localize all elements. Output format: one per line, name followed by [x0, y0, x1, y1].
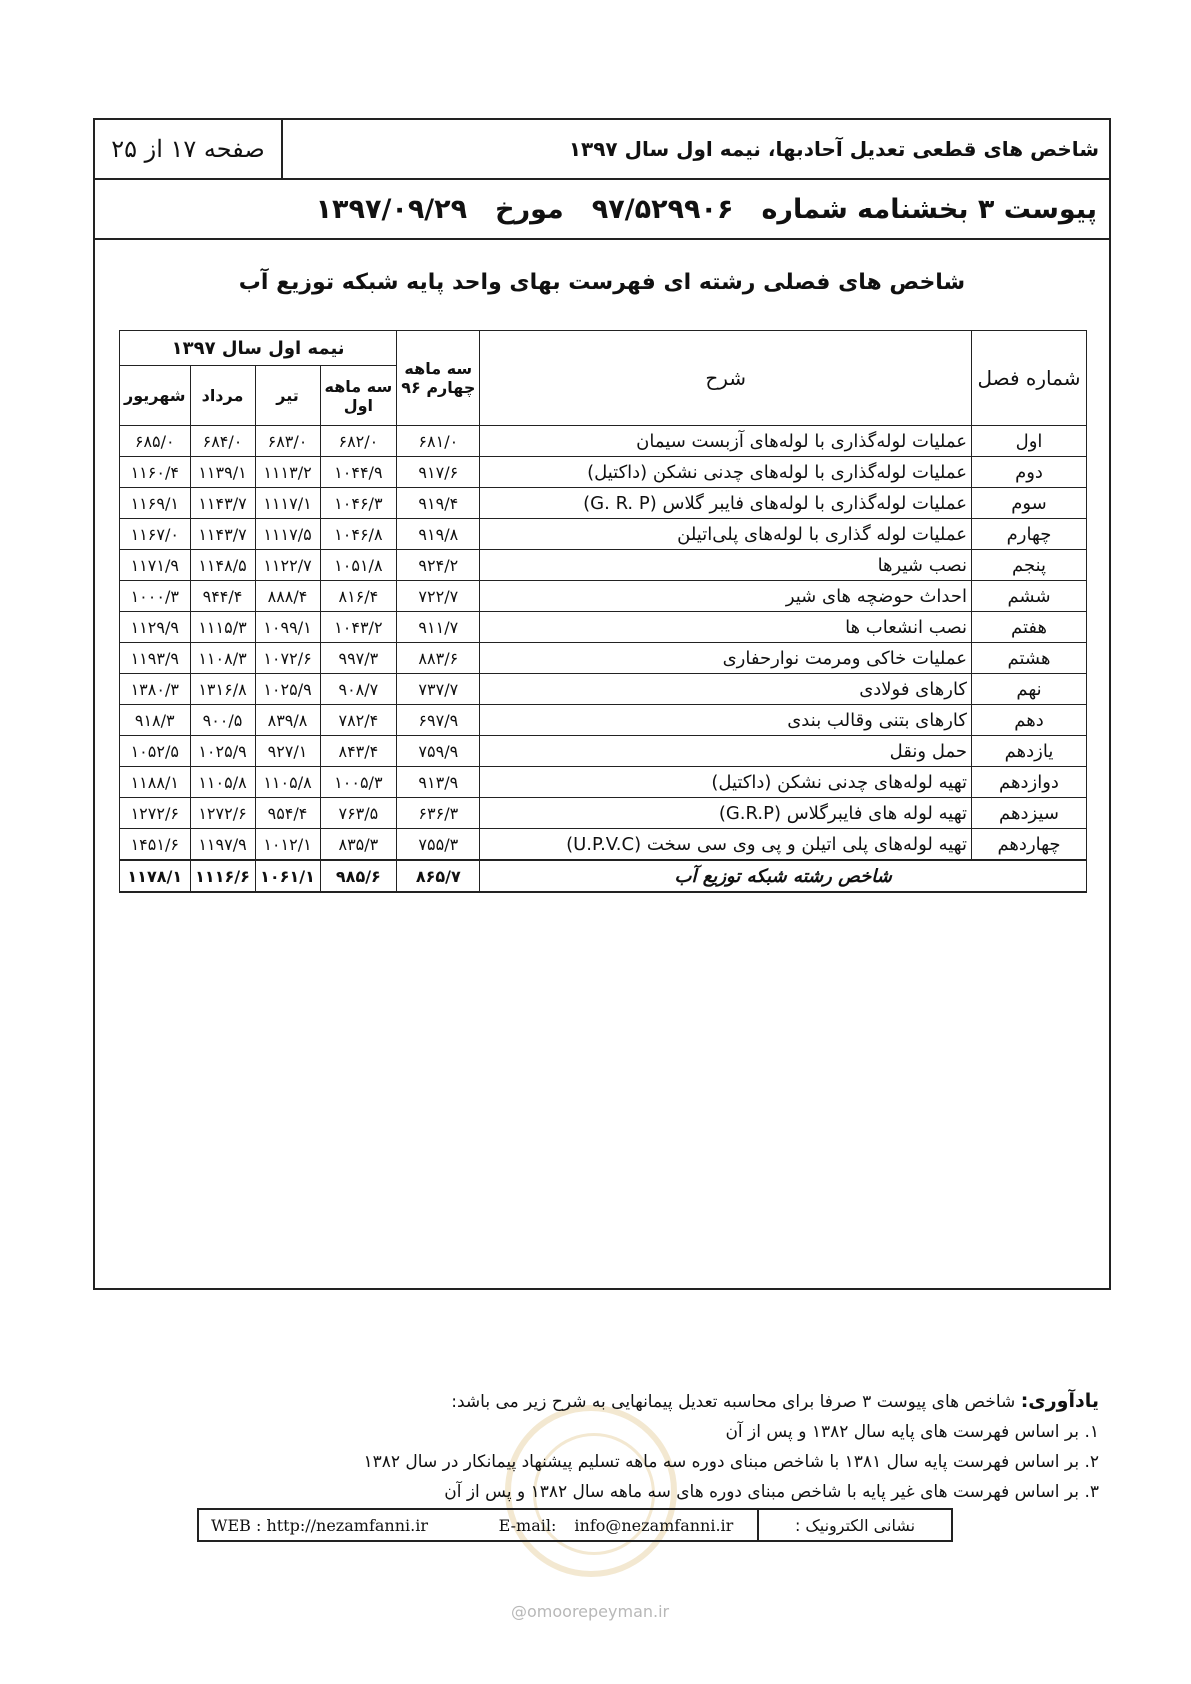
cell-desc: تهیه لوله‌های پلی اتیلن و پی وی سی سخت (U.P.V.C)	[480, 829, 972, 861]
table-row	[120, 519, 1087, 550]
total-q4: ۸۶۵/۷	[397, 860, 480, 892]
cell-tir: ۱۱۱۷/۵	[255, 519, 320, 550]
cell-chapter: سوم	[972, 488, 1087, 519]
reminder-note	[99, 1386, 1099, 1507]
cell-q1: ۱۰۴۳/۲	[320, 612, 397, 643]
cell-chapter: هفتم	[972, 612, 1087, 643]
cell-tir: ۱۰۲۵/۹	[255, 674, 320, 705]
col-chapter: شماره فصل	[972, 331, 1087, 426]
cell-mordad: ۱۱۴۸/۵	[190, 550, 255, 581]
cell-shahrivar: ۱۱۶۹/۱	[120, 488, 191, 519]
table-row	[120, 457, 1087, 488]
cell-shahrivar: ۱۳۸۰/۳	[120, 674, 191, 705]
col-q4	[397, 331, 480, 426]
email-address: info@nezamfanni.ir	[574, 1515, 734, 1535]
table-row	[120, 798, 1087, 829]
cell-q4: ۹۱۳/۹	[397, 767, 480, 798]
table-row	[120, 736, 1087, 767]
cell-shahrivar: ۱۰۵۲/۵	[120, 736, 191, 767]
col-q1	[320, 366, 397, 426]
cell-q4: ۶۹۷/۹	[397, 705, 480, 736]
cell-desc: نصب شیرها	[480, 550, 972, 581]
cell-q1: ۸۴۳/۴	[320, 736, 397, 767]
email-label: E-mail:	[498, 1515, 557, 1535]
cell-shahrivar: ۱۲۷۲/۶	[120, 798, 191, 829]
total-q1: ۹۸۵/۶	[320, 860, 397, 892]
cell-shahrivar: ۱۱۹۳/۹	[120, 643, 191, 674]
reminder-intro-line	[99, 1386, 1099, 1417]
cell-shahrivar: ۶۸۵/۰	[120, 426, 191, 457]
cell-desc: کارهای فولادی	[480, 674, 972, 705]
table-row	[120, 829, 1087, 861]
cell-tir: ۱۱۰۵/۸	[255, 767, 320, 798]
cell-chapter: دوم	[972, 457, 1087, 488]
cell-chapter: چهارم	[972, 519, 1087, 550]
cell-mordad: ۱۱۴۳/۷	[190, 519, 255, 550]
contact-label: نشانی الکترونیک :	[794, 1515, 916, 1535]
cell-chapter: یازدهم	[972, 736, 1087, 767]
col-q1-line2: اول	[343, 395, 374, 415]
cell-desc: عملیات لوله‌گذاری با لوله‌های آزبست سیمان	[480, 426, 972, 457]
cell-q4: ۷۲۲/۷	[397, 581, 480, 612]
cell-q4: ۷۵۵/۳	[397, 829, 480, 861]
dated-label: مورخ	[495, 193, 564, 225]
table-row	[120, 612, 1087, 643]
cell-mordad: ۱۱۰۵/۸	[190, 767, 255, 798]
cell-shahrivar: ۱۱۶۰/۴	[120, 457, 191, 488]
cell-chapter: اول	[972, 426, 1087, 457]
cell-q1: ۹۹۷/۳	[320, 643, 397, 674]
cell-q4: ۹۱۹/۴	[397, 488, 480, 519]
cell-tir: ۱۰۱۲/۱	[255, 829, 320, 861]
cell-q4: ۸۸۳/۶	[397, 643, 480, 674]
cell-tir: ۱۱۲۲/۷	[255, 550, 320, 581]
cell-mordad: ۹۰۰/۵	[190, 705, 255, 736]
cell-desc: عملیات لوله گذاری با لوله‌های پلی‌اتیلن	[480, 519, 972, 550]
cell-q1: ۸۳۵/۳	[320, 829, 397, 861]
col-shahrivar: شهریور	[120, 366, 191, 426]
table-row	[120, 643, 1087, 674]
cell-q1: ۱۰۴۶/۳	[320, 488, 397, 519]
cell-q4: ۶۳۶/۳	[397, 798, 480, 829]
total-shahrivar: ۱۱۷۸/۱	[120, 860, 191, 892]
col-q1-line1: سه ماهه	[324, 376, 393, 396]
total-label: شاخص رشته شبکه توزیع آب	[480, 860, 1087, 892]
cell-q1: ۱۰۴۶/۸	[320, 519, 397, 550]
cell-q4: ۹۱۷/۶	[397, 457, 480, 488]
cell-shahrivar: ۱۰۰۰/۳	[120, 581, 191, 612]
total-row	[120, 860, 1087, 892]
cell-q1: ۱۰۴۴/۹	[320, 457, 397, 488]
circular-number: ۹۷/۵۲۹۹۰۶	[591, 193, 734, 225]
cell-tir: ۸۸۸/۴	[255, 581, 320, 612]
reminder-item: ۳. بر اساس فهرست های غیر پایه با شاخص مبنای دوره های سه ماهه سال ۱۳۸۲ و پس از آن	[444, 1482, 1099, 1502]
col-mordad: مرداد	[190, 366, 255, 426]
cell-chapter: دهم	[972, 705, 1087, 736]
cell-q1: ۸۱۶/۴	[320, 581, 397, 612]
table-row	[120, 581, 1087, 612]
circular-label: پیوست ۳ بخشنامه شماره	[761, 193, 1097, 225]
page-number: صفحه ۱۷ از ۲۵	[95, 120, 283, 178]
cell-q1: ۱۰۵۱/۸	[320, 550, 397, 581]
cell-q4: ۹۱۱/۷	[397, 612, 480, 643]
cell-tir: ۸۳۹/۸	[255, 705, 320, 736]
cell-q1: ۱۰۰۵/۳	[320, 767, 397, 798]
document-title: شاخص های قطعی تعدیل آحادبها، نیمه اول سال ۱۳۹۷	[568, 137, 1099, 161]
cell-mordad: ۹۴۴/۴	[190, 581, 255, 612]
cell-q4: ۷۳۷/۷	[397, 674, 480, 705]
reminder-item: ۱. بر اساس فهرست های پایه سال ۱۳۸۲ و پس از آن	[725, 1422, 1099, 1442]
cell-desc: عملیات خاکی ومرمت نوارحفاری	[480, 643, 972, 674]
table-row	[120, 550, 1087, 581]
cell-q4: ۹۱۹/۸	[397, 519, 480, 550]
cell-mordad: ۱۰۲۵/۹	[190, 736, 255, 767]
table-row	[120, 488, 1087, 519]
cell-shahrivar: ۱۱۲۹/۹	[120, 612, 191, 643]
col-tir: تیر	[255, 366, 320, 426]
reminder-label: یادآوری:	[1020, 1390, 1099, 1412]
cell-q1: ۹۰۸/۷	[320, 674, 397, 705]
cell-desc: عملیات لوله‌گذاری با لوله‌های فایبر گلاس (G. R. P)	[480, 488, 972, 519]
table-row	[120, 767, 1087, 798]
cell-mordad: ۱۱۳۹/۱	[190, 457, 255, 488]
cell-q1: ۷۶۳/۵	[320, 798, 397, 829]
col-q4-line2: چهارم ۹۶	[401, 378, 476, 397]
cell-mordad: ۶۸۴/۰	[190, 426, 255, 457]
table-row	[120, 705, 1087, 736]
cell-chapter: نهم	[972, 674, 1087, 705]
cell-desc: عملیات لوله‌گذاری با لوله‌های چدنی نشکن (داکتیل)	[480, 457, 972, 488]
cell-desc: نصب انشعاب ها	[480, 612, 972, 643]
cell-mordad: ۱۱۴۳/۷	[190, 488, 255, 519]
circular-reference	[95, 180, 1109, 240]
total-tir: ۱۰۶۱/۱	[255, 860, 320, 892]
cell-tir: ۱۱۱۳/۲	[255, 457, 320, 488]
reminder-item: ۲. بر اساس فهرست پایه سال ۱۳۸۱ با شاخص مبنای دوره سه ماهه تسلیم پیشنهاد پیمانکار در سال ۱۳۸۲	[363, 1452, 1099, 1472]
cell-mordad: ۱۳۱۶/۸	[190, 674, 255, 705]
cell-shahrivar: ۱۱۶۷/۰	[120, 519, 191, 550]
cell-chapter: پنجم	[972, 550, 1087, 581]
cell-desc: تهیه لوله های فایبرگلاس (G.R.P)	[480, 798, 972, 829]
document-frame	[93, 118, 1111, 1290]
table-row	[120, 674, 1087, 705]
header-row	[95, 120, 1109, 180]
cell-tir: ۱۰۷۲/۶	[255, 643, 320, 674]
cell-desc: کارهای بتنی وقالب بندی	[480, 705, 972, 736]
section-title: شاخص های فصلی رشته ای فهرست بهای واحد پایه شبکه توزیع آب	[238, 270, 966, 295]
cell-shahrivar: ۱۱۷۱/۹	[120, 550, 191, 581]
cell-shahrivar: ۱۴۵۱/۶	[120, 829, 191, 861]
cell-tir: ۱۰۹۹/۱	[255, 612, 320, 643]
cell-chapter: چهاردهم	[972, 829, 1087, 861]
cell-desc: حمل ونقل	[480, 736, 972, 767]
col-group-first-half: نیمه اول سال ۱۳۹۷	[120, 331, 397, 366]
reminder-intro: شاخص های پیوست ۳ صرفا برای محاسبه تعدیل پیمانهایی به شرح زیر می باشد:	[451, 1392, 1021, 1412]
cell-tir: ۹۲۷/۱	[255, 736, 320, 767]
cell-chapter: دوازدهم	[972, 767, 1087, 798]
col-q4-line1: سه ماهه	[404, 359, 473, 378]
contact-box	[197, 1508, 953, 1542]
col-description: شرح	[480, 331, 972, 426]
cell-q4: ۶۸۱/۰	[397, 426, 480, 457]
cell-q4: ۷۵۹/۹	[397, 736, 480, 767]
cell-mordad: ۱۱۰۸/۳	[190, 643, 255, 674]
circular-date: ۱۳۹۷/۰۹/۲۹	[315, 193, 468, 225]
cell-q1: ۷۸۲/۴	[320, 705, 397, 736]
total-mordad: ۱۱۱۶/۶	[190, 860, 255, 892]
cell-desc: تهیه لوله‌های چدنی نشکن (داکتیل)	[480, 767, 972, 798]
cell-tir: ۶۸۳/۰	[255, 426, 320, 457]
cell-mordad: ۱۱۱۵/۳	[190, 612, 255, 643]
cell-chapter: سیزدهم	[972, 798, 1087, 829]
cell-tir: ۹۵۴/۴	[255, 798, 320, 829]
cell-chapter: هشتم	[972, 643, 1087, 674]
watermark-text: @omoorepeyman.ir	[511, 1602, 670, 1621]
cell-q1: ۶۸۲/۰	[320, 426, 397, 457]
cell-desc: احداث حوضچه های شیر	[480, 581, 972, 612]
cell-shahrivar: ۱۱۸۸/۱	[120, 767, 191, 798]
cell-tir: ۱۱۱۷/۱	[255, 488, 320, 519]
website-link[interactable]: WEB : http://nezamfanni.ir	[211, 1515, 428, 1535]
cell-mordad: ۱۲۷۲/۶	[190, 798, 255, 829]
email-link[interactable]	[475, 1510, 759, 1540]
table-row	[120, 426, 1087, 457]
cell-mordad: ۱۱۹۷/۹	[190, 829, 255, 861]
cell-shahrivar: ۹۱۸/۳	[120, 705, 191, 736]
cell-q4: ۹۲۴/۲	[397, 550, 480, 581]
cell-chapter: ششم	[972, 581, 1087, 612]
index-table	[119, 330, 1087, 893]
